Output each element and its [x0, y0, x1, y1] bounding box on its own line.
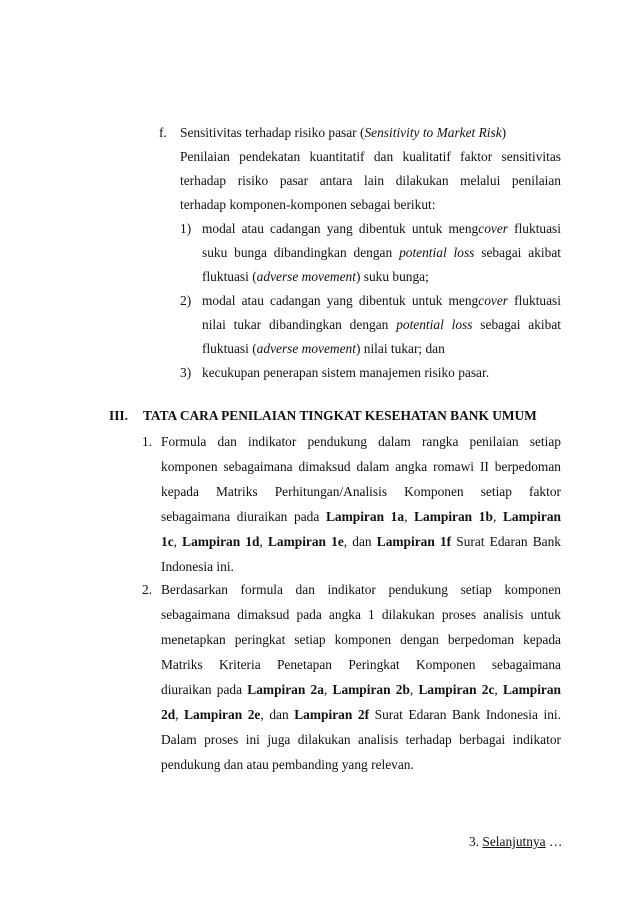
sub-item-2-line-3: fluktuasi (adverse movement) nilai tukar; dan	[202, 341, 445, 356]
page-footer-continuation: 3. Selanjutnya …	[469, 834, 563, 849]
sub-item-1-line-1: modal atau cadangan yang dibentuk untuk mengcover fluktuasi	[202, 221, 561, 236]
section-3-item-2-line-3: menetapkan peringkat setiap komponen dengan berpedoman kepada	[161, 632, 561, 647]
sub-item-2-line-2: nilai tukar dibandingkan dengan potential loss sebagai akibat	[202, 317, 561, 332]
section-3-item-2-line-1: Berdasarkan formula dan indikator pendukung setiap komponen	[161, 582, 561, 597]
item-f-title: Sensitivitas terhadap risiko pasar (Sensitivity to Market Risk)	[180, 125, 507, 140]
sub-item-2-line-1: modal atau cadangan yang dibentuk untuk mengcover fluktuasi	[202, 293, 561, 308]
section-3-item-1-line-2: komponen sebagaimana dimaksud dalam angka romawi II berpedoman	[161, 459, 561, 474]
sub-item-2-marker: 2)	[180, 293, 192, 308]
section-3-item-2-line-5: diuraikan pada Lampiran 2a, Lampiran 2b, Lampiran 2c, Lampiran	[161, 682, 562, 697]
section-3-item-1-marker: 1.	[142, 434, 153, 449]
sub-item-1-marker: 1)	[180, 221, 192, 236]
item-f-marker: f.	[159, 125, 167, 140]
section-3-item-1-line-4: sebagaimana diuraikan pada Lampiran 1a, Lampiran 1b, Lampiran	[161, 509, 561, 524]
item-f-paragraph-line-3: terhadap komponen-komponen sebagai berikut:	[180, 197, 436, 212]
sub-item-1-line-2: suku bunga dibandingkan dengan potential loss sebagai akibat	[202, 245, 561, 260]
section-3-item-2-line-4: Matriks Kriteria Penetapan Peringkat Komponen sebagaimana	[161, 657, 561, 672]
section-3-item-2-line-8: pendukung dan atau pembanding yang relevan.	[161, 757, 414, 772]
sub-item-3-marker: 3)	[180, 365, 192, 380]
section-3-item-1-line-6: Indonesia ini.	[161, 559, 234, 574]
section-3-marker: III.	[109, 408, 128, 423]
section-3-item-2-line-6: 2d, Lampiran 2e, dan Lampiran 2f Surat Edaran Bank Indonesia ini.	[161, 707, 561, 722]
next-page-link: Selanjutnya	[482, 834, 546, 849]
sub-item-1-line-3: fluktuasi (adverse movement) suku bunga;	[202, 269, 429, 284]
section-3-item-2-line-7: Dalam proses ini juga dilakukan analisis terhadap berbagai indikator	[161, 732, 561, 747]
section-3-heading: TATA CARA PENILAIAN TINGKAT KESEHATAN BANK UMUM	[143, 408, 537, 423]
item-f-paragraph-line-1: Penilaian pendekatan kuantitatif dan kualitatif faktor sensitivitas	[180, 149, 561, 164]
section-3-item-2-line-2: sebagaimana dimaksud pada angka 1 dilakukan proses analisis untuk	[161, 607, 561, 622]
section-3-item-1-line-5: 1c, Lampiran 1d, Lampiran 1e, dan Lampiran 1f Surat Edaran Bank	[161, 534, 561, 549]
item-f-paragraph-line-2: terhadap risiko pasar antara lain dilakukan melalui penilaian	[180, 173, 561, 188]
section-3-item-1-line-1: Formula dan indikator pendukung dalam rangka penilaian setiap	[161, 434, 561, 449]
section-3-item-2-marker: 2.	[142, 582, 153, 597]
sub-item-3-line-1: kecukupan penerapan sistem manajemen risiko pasar.	[202, 365, 490, 380]
section-3-item-1-line-3: kepada Matriks Perhitungan/Analisis Komponen setiap faktor	[161, 484, 561, 499]
